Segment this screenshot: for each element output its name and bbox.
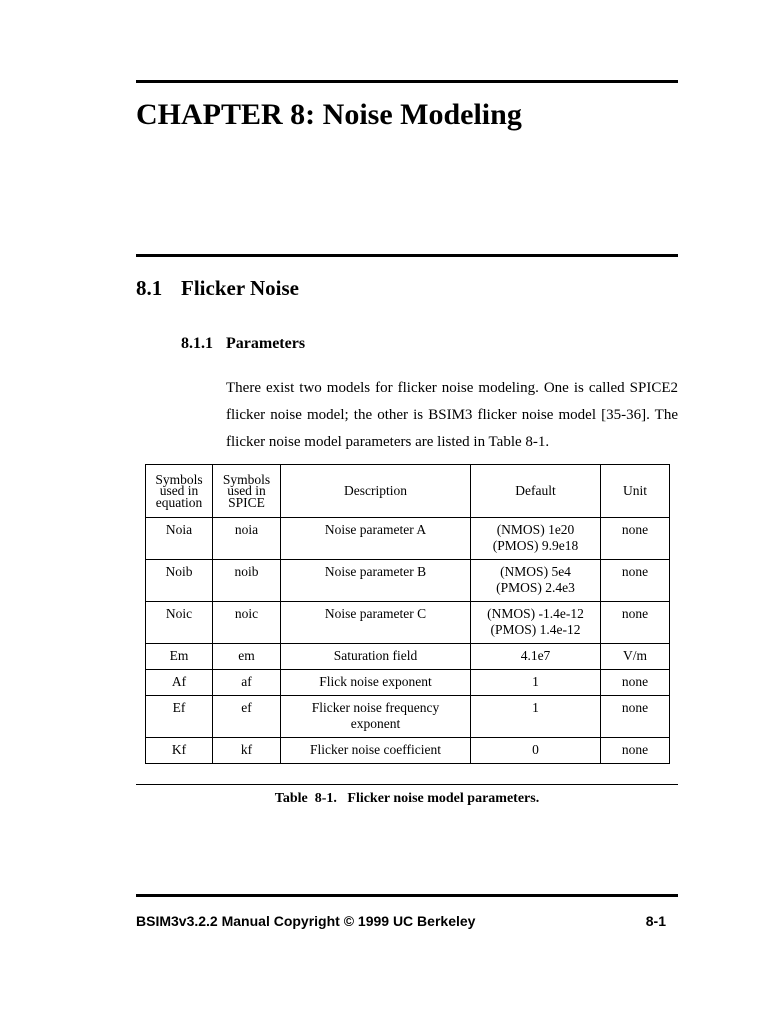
cell-unit: none	[601, 560, 670, 602]
cell-default: (NMOS) 5e4 (PMOS) 2.4e3	[471, 560, 601, 602]
table-row	[146, 670, 670, 696]
cell-unit: none	[601, 696, 670, 738]
cell-description: Noise parameter B	[281, 560, 471, 602]
cell-default: 1	[471, 696, 601, 738]
table-caption: Table 8-1. Flicker noise model parameters.	[274, 791, 540, 806]
page-number: 8-1	[645, 913, 666, 929]
cell-spice: ef	[213, 696, 281, 738]
cell-description: Saturation field	[281, 644, 471, 670]
cell-spice: noib	[213, 560, 281, 602]
caption-rule	[136, 784, 678, 785]
cell-symbol: Noic	[146, 602, 213, 644]
table-header-row	[146, 465, 670, 518]
cell-unit: none	[601, 738, 670, 764]
section-title: Flicker Noise	[181, 276, 300, 300]
table-row	[146, 518, 670, 560]
cell-symbol: Noia	[146, 518, 213, 560]
table-row	[146, 560, 670, 602]
footer-rule	[136, 894, 678, 897]
parameters-table	[145, 464, 670, 764]
cell-symbol: Noib	[146, 560, 213, 602]
table-row	[146, 696, 670, 738]
cell-default: 1	[471, 670, 601, 696]
cell-symbol: Ef	[146, 696, 213, 738]
header-symbol-spice: Symbols used in SPICE	[213, 465, 281, 518]
cell-symbol: Af	[146, 670, 213, 696]
cell-unit: none	[601, 518, 670, 560]
cell-spice: em	[213, 644, 281, 670]
table-row	[146, 738, 670, 764]
intro-paragraph: There exist two models for flicker noise modeling. One is called SPICE2 flicker noise model; the other is BSIM3 flicker noise model [35-36]. The flicker noise model parameters are listed in Table 8-1.	[226, 380, 678, 450]
cell-default: (NMOS) -1.4e-12 (PMOS) 1.4e-12	[471, 602, 601, 644]
cell-spice: noia	[213, 518, 281, 560]
cell-default: 4.1e7	[471, 644, 601, 670]
header-default: Default	[471, 465, 601, 518]
cell-spice: noic	[213, 602, 281, 644]
cell-default: (NMOS) 1e20 (PMOS) 9.9e18	[471, 518, 601, 560]
cell-symbol: Em	[146, 644, 213, 670]
cell-description: Noise parameter C	[281, 602, 471, 644]
subsection-title: Parameters	[226, 335, 306, 352]
section-number: 8.1	[136, 276, 163, 300]
table-row	[146, 602, 670, 644]
cell-unit: V/m	[601, 644, 670, 670]
table-row	[146, 644, 670, 670]
section-heading	[136, 274, 299, 302]
cell-description: Flicker noise frequency exponent	[281, 696, 471, 738]
cell-symbol: Kf	[146, 738, 213, 764]
chapter-title: CHAPTER 8: Noise Modeling	[136, 98, 522, 131]
top-rule	[136, 80, 678, 83]
header-symbol-equation: Symbols used in equation	[146, 465, 213, 518]
header-unit: Unit	[601, 465, 670, 518]
footer-copyright: BSIM3v3.2.2 Manual Copyright © 1999 UC Berkeley	[136, 913, 476, 929]
cell-spice: af	[213, 670, 281, 696]
cell-spice: kf	[213, 738, 281, 764]
cell-description: Flick noise exponent	[281, 670, 471, 696]
subsection-number: 8.1.1	[181, 335, 213, 352]
cell-unit: none	[601, 602, 670, 644]
cell-description: Noise parameter A	[281, 518, 471, 560]
section-rule	[136, 254, 678, 257]
header-description: Description	[281, 465, 471, 518]
subsection-heading	[181, 333, 305, 355]
cell-default: 0	[471, 738, 601, 764]
cell-unit: none	[601, 670, 670, 696]
cell-description: Flicker noise coefficient	[281, 738, 471, 764]
